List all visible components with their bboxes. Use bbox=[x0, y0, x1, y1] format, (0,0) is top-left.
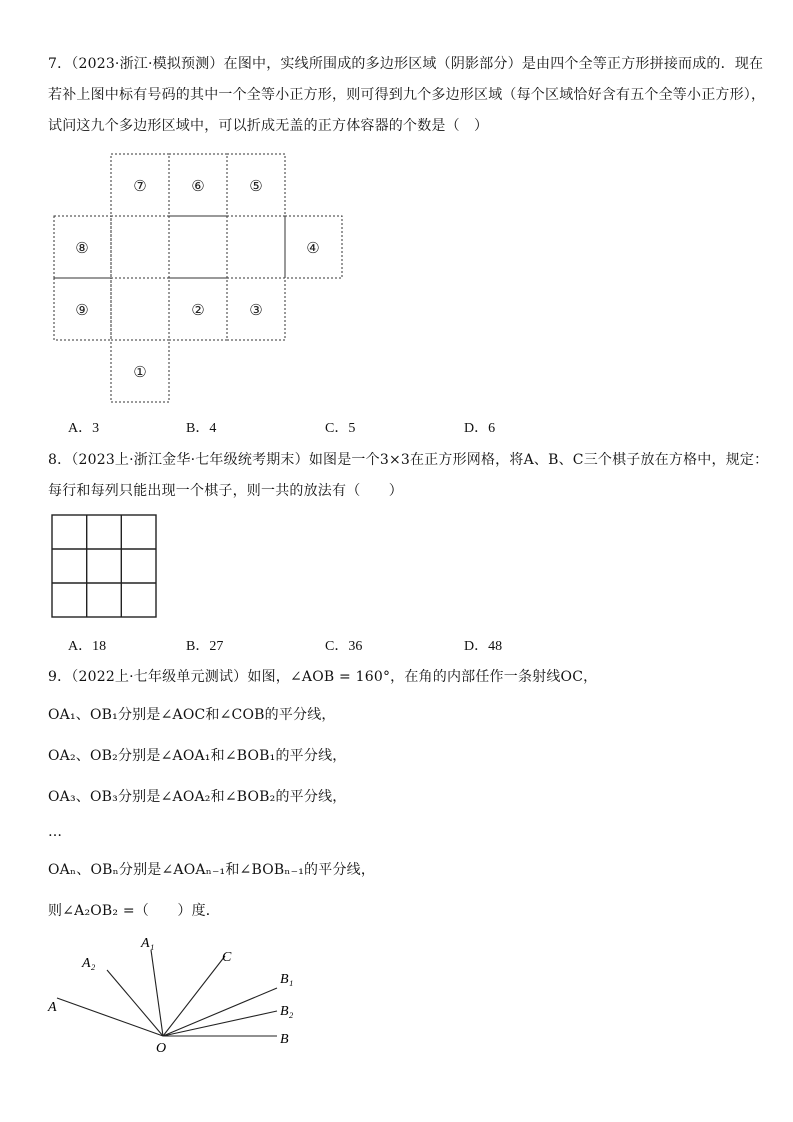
q8-option-b[interactable]: B．27 bbox=[186, 639, 224, 654]
q9-angle-figure bbox=[40, 930, 310, 1060]
label-b1: B₁ bbox=[280, 972, 294, 987]
cell-4-label: ④ bbox=[306, 239, 320, 257]
q7-option-b[interactable]: B．4 bbox=[186, 421, 217, 436]
q7-text-line-2: 若补上图中标有号码的其中一个全等小正方形，则可得到九个多边形区域（每个区域恰好含有五个全等小正方形）， bbox=[48, 87, 766, 103]
cell-1-label: ① bbox=[133, 363, 147, 381]
q9-text-line-4: OA₃、OB₃分别是∠AOA₂和∠BOB₂的平分线， bbox=[48, 789, 347, 805]
q8-text-line-1: 8．（2023上·浙江金华·七年级统考期末）如图是一个3×3在正方形网格，将A、B、C三个棋子放在方格中，规定： bbox=[48, 452, 769, 468]
q9-text-line-5: … bbox=[48, 824, 63, 840]
q9-text-line-3: OA₂、OB₂分别是∠AOA₁和∠BOB₁的平分线， bbox=[48, 748, 347, 764]
q8-option-c[interactable]: C．36 bbox=[325, 639, 363, 654]
label-a: A bbox=[48, 1000, 57, 1015]
label-b: B bbox=[280, 1032, 289, 1047]
q9-text-line-7: 则∠A₂OB₂ =（ ）度． bbox=[48, 903, 221, 919]
label-o: O bbox=[156, 1041, 167, 1056]
q7-text-line-1: 7．（2023·浙江·模拟预测）在图中，实线所围成的多边形区域（阴影部分）是由四个全等正方形拼接而成的．现在 bbox=[48, 56, 764, 72]
label-b2: B₂ bbox=[280, 1004, 294, 1019]
cell-7-label: ⑦ bbox=[133, 177, 147, 195]
q8-text-line-2: 每行和每列只能出现一个棋子，则一共的放法有（ ） bbox=[48, 483, 403, 499]
q9-text-line-2: OA₁、OB₁分别是∠AOC和∠COB的平分线， bbox=[48, 707, 336, 723]
q8-grid-figure bbox=[51, 514, 159, 620]
q7-net-figure bbox=[50, 150, 350, 408]
label-a1: A₁ bbox=[141, 936, 155, 951]
cell-2-label: ② bbox=[191, 301, 205, 319]
cell-8-label: ⑧ bbox=[75, 239, 89, 257]
cell-6-label: ⑥ bbox=[191, 177, 205, 195]
q9-text-line-6: OAₙ、OBₙ分别是∠AOAₙ₋₁和∠BOBₙ₋₁的平分线， bbox=[48, 862, 376, 878]
q7-option-d[interactable]: D．6 bbox=[464, 421, 496, 436]
q8-option-a[interactable]: A．18 bbox=[68, 639, 107, 654]
q7-option-a[interactable]: A．3 bbox=[68, 421, 100, 436]
cell-9-label: ⑨ bbox=[75, 301, 89, 319]
q7-option-c[interactable]: C．5 bbox=[325, 421, 356, 436]
q8-option-d[interactable]: D．48 bbox=[464, 639, 503, 654]
q7-text-line-3: 试问这九个多边形区域中，可以折成无盖的正方体容器的个数是（ ） bbox=[48, 118, 489, 134]
cell-5-label: ⑤ bbox=[249, 177, 263, 195]
label-a2: A₂ bbox=[82, 956, 96, 971]
cell-3-label: ③ bbox=[249, 301, 263, 319]
q9-text-line-1: 9．（2022上·七年级单元测试）如图，∠AOB = 160°，在角的内部任作一条射线OC， bbox=[48, 669, 598, 685]
label-c: C bbox=[222, 950, 232, 965]
